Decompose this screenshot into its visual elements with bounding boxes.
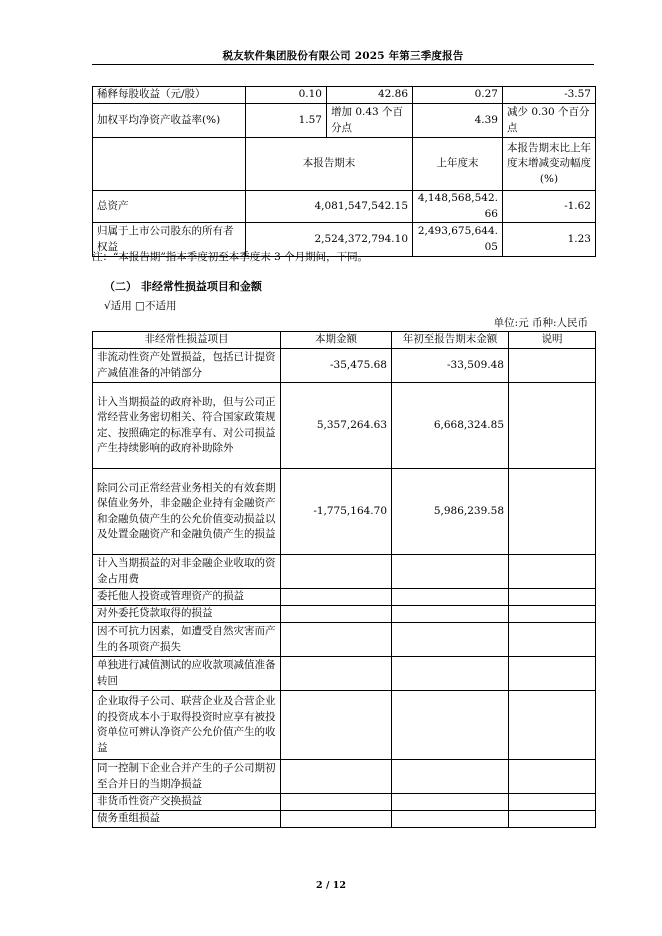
column-header: 说明 [509, 332, 596, 349]
table-cell [281, 657, 392, 691]
table-cell: 2,493,675,644.05 [413, 223, 503, 257]
table-cell [392, 691, 509, 760]
table-cell [509, 349, 596, 383]
table-cell: 0.10 [246, 87, 327, 104]
table-note: 注：“本报告期”指本季度初至本季度末 3 个月期间，下同。 [92, 251, 369, 263]
table-cell [392, 811, 509, 828]
table-row [93, 760, 596, 794]
table-cell [509, 794, 596, 811]
table-cell [509, 555, 596, 589]
table-cell [509, 760, 596, 794]
table-cell [509, 383, 596, 469]
table-cell [392, 555, 509, 589]
column-header: 本报告期末比上年度末增减变动幅度(%) [503, 138, 596, 191]
row-label: 加权平均净资产收益率(%) [93, 104, 246, 138]
row-label: 非流动性资产处置损益，包括已计提资产减值准备的冲销部分 [93, 349, 281, 383]
row-label: 单独进行减值测试的应收款项减值准备转回 [93, 657, 281, 691]
table-cell [281, 555, 392, 589]
table-row [93, 623, 596, 657]
non-recurring-gains-table [92, 331, 596, 828]
table-cell [392, 623, 509, 657]
table-row [93, 383, 596, 469]
column-header: 本报告期末 [246, 138, 413, 191]
table-cell: -1.62 [503, 191, 596, 223]
table-cell: 增加 0.43 个百分点 [327, 104, 413, 138]
table-cell: 0.27 [413, 87, 503, 104]
table-cell [509, 469, 596, 555]
table-row [93, 555, 596, 589]
table-cell [392, 589, 509, 606]
table-cell: 6,668,324.85 [392, 383, 509, 469]
table-cell: 4,148,568,542.66 [413, 191, 503, 223]
column-header: 年初至报告期末金额 [392, 332, 509, 349]
table-cell: 1.57 [246, 104, 327, 138]
table-cell: 4.39 [413, 104, 503, 138]
header-divider [92, 64, 594, 65]
table-cell [281, 794, 392, 811]
table-cell: -33,509.48 [392, 349, 509, 383]
table-cell [392, 606, 509, 623]
table-cell: -35,475.68 [281, 349, 392, 383]
row-label: 总资产 [93, 191, 246, 223]
row-label: 计入当期损益的对非金融企业收取的资金占用费 [93, 555, 281, 589]
row-label: 同一控制下企业合并产生的子公司期初至合并日的当期净损益 [93, 760, 281, 794]
table-cell [509, 657, 596, 691]
table-cell: 5,357,264.63 [281, 383, 392, 469]
row-label: 委托他人投资或管理资产的损益 [93, 589, 281, 606]
table-cell: -1,775,164.70 [281, 469, 392, 555]
page-number: 2 / 12 [316, 880, 346, 891]
table-cell [509, 623, 596, 657]
table-row [93, 349, 596, 383]
table-cell [281, 691, 392, 760]
column-header: 非经常性损益项目 [93, 332, 281, 349]
table-cell: 42.86 [327, 87, 413, 104]
table-cell: 减少 0.30 个百分点 [503, 104, 596, 138]
row-label: 因不可抗力因素，如遭受自然灾害而产生的各项资产损失 [93, 623, 281, 657]
table-cell [509, 589, 596, 606]
page-header-title: 税友软件集团股份有限公司 2025 年第三季度报告 [222, 50, 464, 62]
table-cell [509, 691, 596, 760]
table-row [93, 87, 596, 104]
table-cell: 2,524,372,794.10 [246, 223, 413, 257]
applicability-checkbox: √适用 □不适用 [104, 300, 177, 312]
table-row [93, 104, 596, 138]
row-label: 企业取得子公司、联营企业及合营企业的投资成本小于取得投资时应享有被投资单位可辨认净资产公允价值产生的收益 [93, 691, 281, 760]
table-row [93, 811, 596, 828]
table-header-row [93, 138, 596, 191]
table-cell [281, 760, 392, 794]
financial-indicators-table [92, 86, 596, 257]
table-row [93, 794, 596, 811]
row-label: 对外委托贷款取得的损益 [93, 606, 281, 623]
table-cell [509, 606, 596, 623]
unit-label: 单位:元 币种:人民币 [493, 317, 588, 329]
section-title: （二） 非经常性损益项目和金额 [104, 280, 262, 293]
table-cell: 1.23 [503, 223, 596, 257]
table-row [93, 469, 596, 555]
table-cell [281, 623, 392, 657]
table-cell [392, 760, 509, 794]
table-row [93, 657, 596, 691]
table-cell [392, 657, 509, 691]
row-label: 计入当期损益的政府补助，但与公司正常经营业务密切相关、符合国家政策规定、按照确定的标准享有、对公司损益产生持续影响的政府补助除外 [93, 383, 281, 469]
table-row [93, 589, 596, 606]
table-row [93, 691, 596, 760]
table-cell [509, 811, 596, 828]
table-header-row [93, 332, 596, 349]
row-label: 除同公司正常经营业务相关的有效套期保值业务外，非金融企业持有金融资产和金融负债产生的公允价值变动损益以及处置金融资产和金融负债产生的损益 [93, 469, 281, 555]
column-header: 本期金额 [281, 332, 392, 349]
table-cell [281, 589, 392, 606]
table-cell [392, 794, 509, 811]
row-label: 归属于上市公司股东的所有者权益 [93, 223, 246, 257]
table-cell: 5,986,239.58 [392, 469, 509, 555]
table-cell [281, 811, 392, 828]
row-label: 非货币性资产交换损益 [93, 794, 281, 811]
row-label: 债务重组损益 [93, 811, 281, 828]
table-cell: -3.57 [503, 87, 596, 104]
table-cell [281, 606, 392, 623]
table-cell: 4,081,547,542.15 [246, 191, 413, 223]
table-row [93, 191, 596, 223]
table-cell [93, 138, 246, 191]
column-header: 上年度末 [413, 138, 503, 191]
row-label: 稀释每股收益（元/股） [93, 87, 246, 104]
table-row [93, 606, 596, 623]
